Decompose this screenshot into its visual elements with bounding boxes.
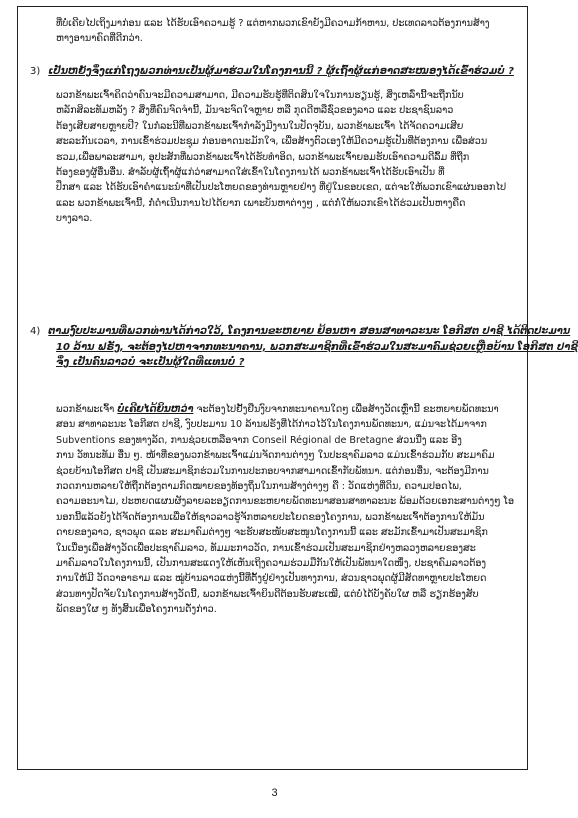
section-4-line: ນອກນີ້ແລ້ວຍັງໄດ້ຈັດຕ້ອງການເພື່ອໃຫ້ຊາວລາວຮູ້ຈັກຫລາຍປະໂຍດຂອງໂຄງການ, ພວກຂ້າພະເຈົ້າຕ້ອງການໃຫ້ມັນ xyxy=(56,511,485,523)
section-3-line: ຕ້ອງຂອງຜູ້ອື່ນອື່ນ. ສຳລັບຜູ້ເຖົ້າຜູ້ແກ່ວ່າສາມາດໃສ່ເຂົ້າໃນໂຄງການໄດ້ ພວກຂ້າພະເຈົ້າໄດ້ຮັບເອົາເປັນ ທີ່ xyxy=(56,167,445,179)
section-4-line: ຊ່ວຍບ້ານໂອກີສຕ ປາຊີ ເປັນສະມາຊິກຮ່ວມໃນການປະກອບຈາກສາມາດເຂົ້າກັບພັທນາ. ແຕ່ກ່ອນອື່ນ, ຈະຕ້ອງມີການ xyxy=(56,465,489,477)
page-number: 3 xyxy=(271,787,278,799)
section-4-number: 4) xyxy=(30,326,41,337)
section-3-question: ເປັນຫຍັງຈຶ່ງແກ່ໂຖງພວກທ່ານເປັນຜູ້ມາຮ່ວມໃນໂຄງການນີ້ ? ຜູ້ເຖົ້າຜູ້ແກ່ອາດສະໜອງໄດ້ເຂົ້າຮ່ວມບໍ ? xyxy=(48,66,514,77)
section-4-first-line xyxy=(56,402,519,417)
section-4-question-line: ຕາມງົບປະມານທີ່ພວກທ່ານໄດ້ກ່າວໃວ້, ໂຄງການຂະຫຍາຍ ຢ້ອນຫາ ສອນສາທາລະນະ ໂອກີສຕ ປາຊີ ໄດ້ຕິດປະມານ xyxy=(48,326,571,337)
section-4-line: ມາຄົມລາວໃນໂຄງການນີ້, ເປັນການສະແດງໃຫ້ເຫັນເຖິງຄວາມຮ່ວມມືກັນໃຫ້ເປັນພັທນາໃດໜຶ່ງ, ປະຊາຄົມລາວຕ້ອງ xyxy=(56,558,487,570)
section-4-line: ການໃຫ້ມີ ວັດວາອາຣາມ ແລະ ໝູ່ບ້ານລາວແຫ່ງນີ້ທີ່ຕັ້ງຢູ່ຢ່າງເປັນທາງການ, ສ່ວນຊາວພຸດຜູ້ມີສັດທາຫຼາຍປະໂຫຍດ xyxy=(56,573,487,585)
section-3-body xyxy=(56,88,519,227)
section-3-line: ພວກຂ້າພະເຈົ້າຄິດວ່າຄົນຈະມີຄວາມສາມາດ, ມີຄວາມຮັບຮູ້ທີ່ຕິດສິນໃຈໃນການຮຽນຮູ້, ສິ່ງເຫລົ່ານີ້ຈະຖືກນັບ xyxy=(56,90,464,101)
intro-line: ທີ່ບໍ່ເຄີຍໄປເຖິງມາກ່ອນ ແລະ ໄດ້ຮັບເອົາຄວາມຮູ້ ? ແຕ່ຫາກພວກເຂົາຍັງມີຄວາມກ້າຫານ, ປະເທດລາວຕ້ອງການສ້າງ xyxy=(56,18,490,29)
section-3-line: ບາງລາວ. xyxy=(56,213,93,225)
section-4-question-line: 10 ລ້ານ ຟຣັງ, ຈະຕ້ອງໄປຫາຈາກທະນາຄານ, ພວກສະມາຊິກທີ່ເຂົ້າຮ່ວມໃນສະມາຄົມຊ່ວຍເຫຼືອບ້ານ ໂອກີສຕ ປາຊີ xyxy=(56,341,578,353)
section-3-line: ຮວມ,ເພື່ອພາລະສາມາ, ອຸປະສັກທີ່ພວກຂ້າພະເຈົ້າໄດ້ຮັບທຳອິດ, ພວກຂ້າພະເຈົ້າຍອມຮັບເອົາຄວາມດີລົ້ມ ທີ່ຖືກ xyxy=(56,151,470,163)
section-3-number: 3) xyxy=(30,66,41,77)
section-3-line: ສະລະກັນເວລາ, ການເຂົ້າຮ່ວມປະຊຸມ ກ່ອນອາດນະມັກໃຈ, ເພື່ອສ້າງຕົວເອງໃຫ້ມີຄວາມຮູ້ເປັນທີ່ຕ້ອງການ ເພື່ອສ່ວນ xyxy=(56,136,488,148)
section-4-answer-emphasis: ບໍ່ເຄີຍໄດ້ຍິນຫວ່າ xyxy=(117,404,194,415)
section-4-line: ການ ວັທນະທັມ ອື່ນ ໆ. ໜ້າທີ່ຂອງພວກຂ້າພະເຈົ້າແມ່ນຈັດການຕ່າງໆ ໃນປະຊາຄົມລາວ ແມ່ນເຂົ້າຮ່ວມກັບ ສະມາຄົມ xyxy=(56,450,495,462)
section-4-answer-rest: ຈະຕ້ອງໄປຢັ້ງຢືນງົບຈາກທະນາຄານໃດໆ ເພື່ອສ້າງວັດເຫຼົ່ານີ້ ຂະຫຍາຍພັດທະນາ xyxy=(193,404,499,415)
section-3-line: ຕ້ອງເສີຍສາຍຫຼາຍປີ? ໃນກໍລະນີທີ່ພວກຂ້າພະເຈົ້າກຳລັງມີງານໃນປັດຈຸບັນ, ພວກຂ້າພະເຈົ້າ ໄດ້ຈັດຄວາມເສີຍ xyxy=(56,120,464,132)
section-4-question-line: ຈຶ່ງ ເປັນຄົນລາວບໍ ຈະເປັນຜູ້ໃດທີ່ແທນບໍ່ ? xyxy=(56,357,245,369)
section-4-line: ພັດຂອງໃຜ ໆ ທັງສິ້ນເພື່ອໂຄງການດັ່ງກ່າວ. xyxy=(56,604,217,616)
section-4-line: ຄວາມອະນາໄມ, ປະຫຍດແຜນຜັງລາຍລະອຽດການຂະຫຍາຍພັດທະນາສອນສາທາລະນະ ພ້ອມດ້ວຍເອກະສານຕ່າງໆ ໂອ xyxy=(56,496,515,508)
section-4-line: Subventions ຂອງທາງລັດ, ການຊ່ວຍເຫລືອຈາກ Conseil Régional de Bretagne ສ່ວນນື່ງ ແລະ ອີງ xyxy=(56,434,462,446)
section-4-line: ສອນ ສາທາລະນະ ໂອກີສຕ ປາຊີ, ງົບປະມານ 10 ລ້ານຟຣັງທີ່ໄດ້ກ່າວໄວ້ໃນໂຄງການພັດທະນາ, ແມ່ນຈະໄດ້ມາຈາກ xyxy=(56,419,487,431)
intro-line: ຫາງອານາຄົດທີ່ດີກວ່າ. xyxy=(56,33,143,45)
intro-paragraph xyxy=(56,16,519,47)
section-4-heading xyxy=(30,324,578,371)
section-4-line: ກວດການຫລາຍໃຫ້ຖືກຕ້ອງຕາມກົດໝາຍຂອງທ້ອງຖິ່ນໃນການສ້າງຕ່າງໆ ຄື : ວັດແຫ່ງທີ່ດິນ, ຄວາມປອດໄພ, xyxy=(56,481,462,493)
section-3-line: ປຶກສາ ແລະ ໄດ້ຮັບເອົາຄຳແນະນຳທີ່ເປັນປະໂຫຍດຂອງທ່ານຫຼາຍຢ່າງ ທີ່ຢູ່ໃນຂອບເຂດ, ແຕ່ຈະໃຫ້ພວກເຂົາແຜ່ນອອກໄປ xyxy=(56,182,507,194)
section-4-line: ດາຍຂອງລາວ, ຊາວພຸດ ແລະ ສະມາຄົມຕ່າງໆ ຈະຮັບສະໜັບສະໜູນໂຄງການນີ້ ແລະ ສະມັກເຂົ້າມາເປັນສະມາຊິກ xyxy=(56,527,488,539)
section-3-heading xyxy=(30,64,520,80)
section-3-line: ຫລັກສິລະທັມຫລັງ ? ສິ່ງທີ່ຄົນຈົດຈຳນີ້, ມັນຈະຈົດໃຈຫຼາຍ ຫລື ກຸດດີຫລືຊົ່ວຂອງລາວ ແລະ ປະຊາຊົນລາວ xyxy=(56,105,454,117)
section-3-line: ແລະ ພວກຂ້າພະເຈົ້ານີ້, ກໍ່ດຳເນີນການໄປໄດ້ຍາກ ເພາະບັນຫາຕ່າງໆ , ແຕ່ກໍ່ໃຫ້ພວກເຂົາໄດ້ຮ່ວມເປັນຫາງຄືດ xyxy=(56,197,466,209)
section-4-answer-start: ພວກຂ້າພະເຈົ້າ xyxy=(56,404,115,415)
section-4-body xyxy=(56,402,519,618)
section-4-line: ສ່ວນທາງປັດຈັຍໃນໂຄງການສ້າງວັດນີ້, ພວກຂ້າພະເຈົ້າຍິນດີຕ້ອນຮັບສະເໝີ, ແຕ່ບໍ່ໄດ້ບັງຄັບໃຜ ຫລື ຮຽກຮ້ອງສັບ xyxy=(56,588,479,600)
section-4-line: ໃນເນື່ອງເພື່ອສ້າງວັດເພື່ອປະຊາຄົມລາວ, ທັມມະກາວວັດ, ການເຂົ້າຮ່ວມເປັນສະມາຊິກຢ່າງຫລວງຫລາຍຂອງສະ xyxy=(56,542,476,554)
